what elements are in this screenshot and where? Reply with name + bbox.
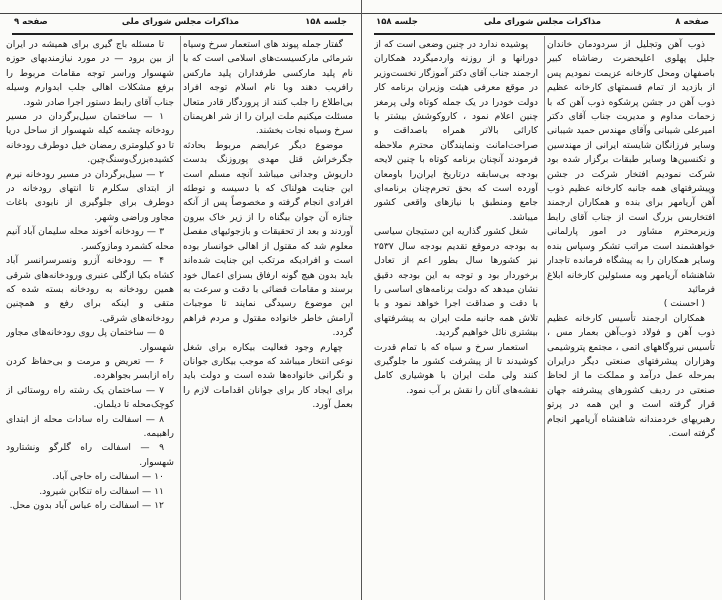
- header-top-line: [362, 13, 722, 14]
- text-column-right: [183, 38, 353, 600]
- paragraph: گفتار جمله پیوند های استعمار سرخ وسیاه شرمائی مارکسیست‌های اسلامی است که با نام پلید مارکسی طرفداران پلید مارکس رافریب دهند وبا نام اسلام توجه افراد بی‌اطلاع را جلب کنند از پروردگار قادر متعال مسئلت میکنیم ملت ایران را از شر اهریمنان سرخ وسیاه نجات بخشند.: [183, 39, 353, 137]
- session-number: جلسه ۱۵۸: [305, 17, 347, 27]
- header-rule: [374, 33, 715, 35]
- paragraph: ۱۲ — اسفالت راه عباس آباد بدون محل.: [9, 500, 164, 511]
- header-title: مذاکرات مجلس شورای ملی: [121, 17, 240, 27]
- paragraph: ۱ — ساختمان سیل‌برگردان در مسیر رودخانه چشمه کیله شهسوار از ساحل دریا تا دو کیلومتری رمضان خیل دوطرف رودخانه کشیده‌بزرگ‌و‌سنگ‌چین.: [6, 111, 174, 166]
- paragraph: ۸ — اسفالت راه سادات محله از ابتدای راهبیمه.: [6, 413, 174, 439]
- paragraph: ۳ — رودخانه آخوند محله سلیمان آباد آنیم محله کشمرد ومازوکسر.: [6, 226, 174, 252]
- header-top-line: [0, 13, 361, 14]
- header-title: مذاکرات مجلس شورای ملی: [483, 17, 602, 27]
- paragraph: ۱۰ — اسفالت راه حاجی آباد.: [52, 471, 164, 483]
- running-header: [8, 17, 353, 31]
- paragraph: ( احسنت ): [663, 298, 705, 310]
- paragraph: ۱۱ — اسفالت راه تنکابن شیرود.: [39, 485, 164, 497]
- paragraph: ۴ — رودخانه آزرو ونسرسرانسر آباد کشاه بکیا ازگلی عنبری ورودخانه‌های شرقی همین رودخانه به رودخانه بسته شده که متقی و اینکه برای رفع و همچنین رودخانه‌های شرقی.: [6, 255, 174, 324]
- column-divider: [180, 36, 181, 600]
- paragraph: شغل کشور گذاریه این دستیجان سیاسی به بودجه درموقع تقدیم بودجه سال ۲۵۳۷ نیز کشورها سال بطور اعم از تعادل برخوردار بود و توجه به این بودجه دقیق نشان میدهد که دولت برنامه‌های اساسی را با دقت و صداقت اجرا خواهد نمود و با تلاش همه جانبه ملت ایران به پیشرفتهای بیشتری نائل خواهیم گردید.: [374, 226, 538, 339]
- paragraph: ۷ — ساختمان یک رشته راه روستائی از کوچک‌محله تا دیلمان.: [6, 384, 174, 411]
- page-number: صفحه ۸: [675, 17, 709, 27]
- text-column-left: [6, 38, 174, 600]
- paragraph: ذوب آهن وتجلیل از سردودمان خاندان جلیل پهلوی اعلیحضرت رضاشاه کبیر باصفهان ومحل کارخانه عزیمت نمودیم پس از بازدید از تمام قسمتهای کارخانه عظیم ذوب آهن در جشن پرشکوه ذوب آهن که با زحمات مداوم و مدیریت جناب آقای دکتر امیرعلی شیبانی وآقای مهندس حمید شیبانی وسایر فرزانگان شایسته ایرانی از مهندسین و تکنسین‌ها وسایر طبقات برگزار شده بود شرکت نمودیم افتخار شرکت در جشن وپیشرفتهای همه جانبه کارخانه عظیم ذوب آهن آریامهر برای بنده و همکاران ارجمند افتخاربس بزرگ است از جناب آقای رابط وزیرمحترم مشاور در امور پارلمانی خواهشمند است مراتب تشکر وسپاس بنده وسایر همکاران را به پیشگاه فرمانده تاجدار شاهنشاه آریامهر وبه مسئولین کارخانه ابلاغ فرمائید: [547, 39, 715, 295]
- paragraph: تا مسئله باج گیری برای همیشه در ایران از بین برود — در مورد نیازمندیهای حوزه شهسوار وراسر توجه مقامات مربوط را برفع مشکلات اهالی جلب ابدوارم وسیله جناب آقای رابط دستور اجرا صادر شود.: [6, 39, 174, 108]
- paragraph: چهارم وجود فعالیت بیکاره برای شغل نوعی انتخار میباشد که موجب بیکاری جوانان و نگرانی خانواده‌ها شده است و دولت باید برای ایجاد کار برای جوانان اقدامات لازم را بعمل آورد.: [183, 341, 353, 411]
- text-column-left: [374, 38, 538, 600]
- running-header: [370, 17, 715, 31]
- header-rule: [12, 33, 353, 35]
- paragraph: ۲ — سیل‌برگردان در مسیر رودخانه نیرم از ابتدای سکلرم تا انتهای رودخانه در دوطرف برای جلوگیری از نابودی باغات مجاور وراضی وشهر.: [6, 168, 174, 223]
- page-number: صفحه ۹: [14, 17, 48, 27]
- column-divider: [544, 36, 545, 600]
- paragraph: استعمار سرخ و سیاه که با تمام قدرت کوشیدند تا از پیشرفت کشور ما جلوگیری کنند ولی ملت ایران با هوشیاری کامل نقشه‌های آنان را نقش بر آب نمود.: [374, 341, 538, 396]
- paragraph: پوشیده ندارد در چنین وضعی است که از دورانها و از روزنه واردمیگردد همکاران ارجمند جناب آقای دکتر آموزگار نخست‌وزیر در موقع معرفی هیئت وزیران برنامه کار دولت خودرا در یک جمله کوتاه ولی پرمغز چنین اعلام نمود ، کاروکوشش بیشتر با کارائی بالاتر همراه باصداقت و صراحت‌امانت ونمایندگان محترم ملاحظه فرمودند آنچنان برنامه کوتاه با چنین لایحه بودجه بی‌سابقه درتاریخ ایران‌را باومعان آورده است که بحق تحرم‌چنان برنامه‌ای جامع ومنطبق با نیازهای واقعی کشور میباشد.: [374, 39, 538, 223]
- paragraph: ۶ — تعریض و مرمت و بی‌حفاظ کردن راه ازابسر بجواهرده.: [6, 355, 174, 382]
- paragraph: موضوع دیگر عرایضم مربوط بحادثه جگرخراش قتل مهدی پوروزنگ بدست داریوش وجدانی میباشد آنچه مسلم است این جنایت هولناک که با دسیسه و توطئه افرادی انجام گرفته و مخصوصاً پس از آنکه جنازه آن جوان بیگناه را از زیر خاک بیرون آوردند و بعد از تحقیقات و بازجوئیهای مفصل معلوم شد که مقتول از اهالی خوانسار بوده است و افرادیکه مرتکب این جنایت شده‌اند باید بدون هیچ گونه ارفاق بسزای اعمال خود برسند و مقامات قضائی با دقت و سرعت به این موضوع رسیدگی نمایند تا موجبات آرامش خاطر خانواده مقتول و مردم فراهم گردد.: [183, 139, 353, 339]
- paragraph: همکاران ارجمند تأسیس کارخانه عظیم ذوب آهن و فولاد ذوب‌آهن بعمار مس ، تأسیس نیروگاههای اتمی ، مجتمع پتروشیمی وهزاران پیشرفتهای صنعتی دیگر درایران بمرحله عمل درآمد و مملکت ما از لحاظ صنعتی در ردیف کشورهای پیشرفته جهان قرار گرفته است و این همه در پرتو رهبریهای خردمندانه شاهنشاه آریامهر انجام گرفته است.: [547, 312, 715, 439]
- text-column-right: [547, 38, 715, 600]
- right-page: [361, 0, 722, 600]
- paragraph: ۹ — اسفالت راه گلرگو ونشتارود شهسوار.: [6, 442, 174, 468]
- session-number: جلسه ۱۵۸: [376, 17, 418, 27]
- paragraph: ۵ — ساختمان پل روی رودخانه‌های مجاور شهسوار.: [6, 327, 174, 353]
